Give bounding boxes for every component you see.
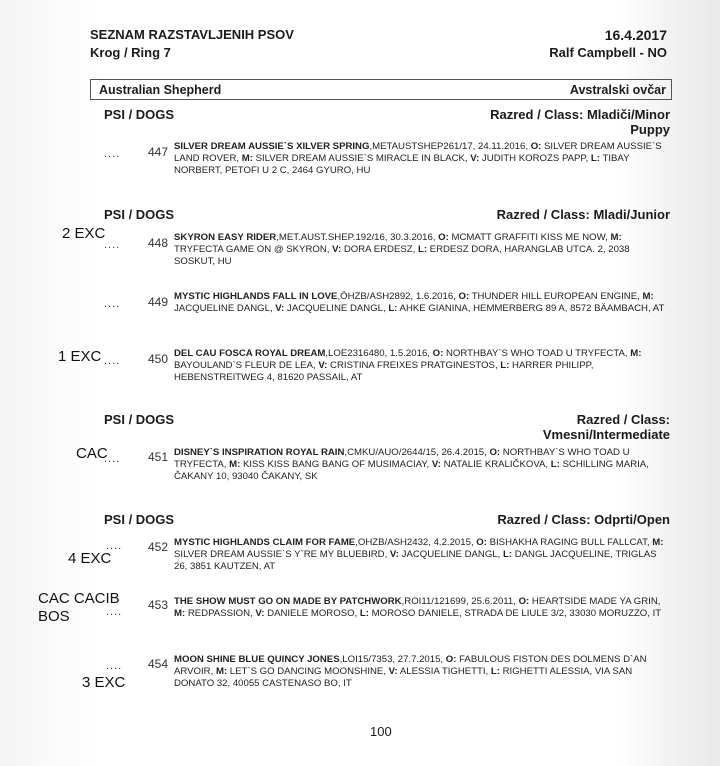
entry-dots: .... [104, 298, 121, 310]
dog-info: ,LOI15/7353, 27.7.2015, O: FABULOUS FISTON DES DOLMENS D`AN ARVOIR, M: LET`S GO DANCING MOONSHINE, V: ALESSIA TIGHETTI, L: RIGHETTI ALESSIA, VIA SAN DONATO 32, 40055 CASTENASO BO, IT [174, 654, 647, 689]
section-class [370, 412, 670, 442]
section-sex-label: PSI / DOGS [104, 207, 175, 222]
breed-name-en: Australian Shepherd [99, 83, 222, 97]
show-date: 16.4.2017 [604, 27, 667, 43]
dog-name: SILVER DREAM AUSSIE`S XILVER SPRING [174, 141, 370, 152]
section-class [370, 207, 670, 222]
section-class-line1: Razred / Class: [576, 412, 670, 427]
entry-number: 451 [148, 450, 169, 464]
dog-info: ,ROI11/121699, 25.6.2011, O: HEARTSIDE MADE YA GRIN, M: REDPASSION, V: DANIELE MOROSO, L: MOROSO DANIELE, STRADA DE LIULE 3/2, 33030 MORUZZO, IT [174, 596, 662, 619]
section-class-line1: Razred / Class: Mladiči/Minor [490, 107, 670, 122]
section-sex-label: PSI / DOGS [104, 412, 175, 427]
section-sex-label: PSI / DOGS [104, 107, 175, 122]
catalog-title: SEZNAM RAZSTAVLJENIH PSOV [90, 27, 294, 42]
dog-info: ,LOE2316480, 1.5.2016, O: NORTHBAY`S WHO TOAD U TRYFECTA, M: BAYOULAND`S FLEUR DE LEA, V: CRISTINA FREIXES PRATGINESTOS, L: HARRER PHILIPP, HEBENSTREITWEG 4, 81620 PASSAIL, AT [174, 348, 642, 383]
dog-name: THE SHOW MUST GO ON MADE BY PATCHWORK [174, 596, 402, 607]
result-note: CAC [76, 445, 108, 462]
entry-number: 452 [148, 540, 169, 554]
entry-number: 447 [148, 145, 169, 159]
dog-name: DEL CAU FOSCA ROYAL DREAM [174, 348, 326, 359]
result-note: 4 EXC [68, 550, 112, 567]
entry-number: 449 [148, 295, 169, 309]
entry-number: 448 [148, 236, 169, 250]
section-class [370, 107, 670, 137]
entry-details [174, 348, 668, 384]
dog-name: MOON SHINE BLUE QUINCY JONES [174, 654, 340, 665]
entry-details [174, 141, 668, 177]
section-class-line1: Razred / Class: Mladi/Junior [496, 207, 670, 222]
section-class-line2: Vmesni/Intermediate [542, 427, 670, 442]
entry-dots: .... [104, 239, 121, 251]
result-note: 1 EXC [58, 348, 102, 365]
entry-dots: .... [106, 540, 123, 552]
page-number: 100 [370, 724, 392, 739]
breed-header [90, 79, 672, 100]
result-note: 2 EXC [62, 225, 106, 242]
entry-details [174, 291, 668, 315]
result-note: BOS [38, 608, 70, 625]
entry-dots: .... [104, 355, 121, 367]
dog-info: ,CMKU/AUO/2644/15, 26.4.2015, O: NORTHBAY`S WHO TOAD U TRYFECTA, M: KISS KISS BANG BANG OF MUSIMACIAY, V: NATALIE KRALIČKOVA, L: SCHILLING MARIA, ČAKANY 10, 93040 ČAKANY, SK [174, 447, 649, 482]
entry-details [174, 596, 668, 620]
entry-details [174, 537, 668, 573]
dog-info: ,ÖHZB/ASH2892, 1.6.2016, O: THUNDER HILL EUROPEAN ENGINE, M: JACQUELINE DANGL, V: JACQUELINE DANGL, L: AHKE GIANINA, HEMMERBERG 89 A, 8572 BÄAMBACH, AT [174, 291, 665, 314]
section-class-line2: Puppy [630, 122, 670, 137]
entry-number: 453 [148, 598, 169, 612]
ring-label: Krog / Ring 7 [90, 45, 171, 60]
entry-number: 450 [148, 352, 169, 366]
judge-name: Ralf Campbell - NO [549, 45, 667, 60]
result-note: 3 EXC [82, 674, 126, 691]
dog-name: DISNEY`S INSPIRATION ROYAL RAIN [174, 447, 345, 458]
entry-details [174, 654, 668, 690]
entry-dots: .... [104, 148, 121, 160]
section-class [370, 512, 670, 527]
result-note: CAC CACIB [38, 590, 120, 607]
section-class-line1: Razred / Class: Odprti/Open [497, 512, 670, 527]
entry-details [174, 447, 668, 483]
entry-dots: .... [104, 453, 121, 465]
entry-dots: .... [106, 660, 123, 672]
breed-name-sl: Avstralski ovčar [569, 83, 666, 97]
section-sex-label: PSI / DOGS [104, 512, 175, 527]
dog-info: ,MET.AUST.SHEP.192/16, 30.3.2016, O: MCMATT GRAFFITI KISS ME NOW, M: TRYFECTA GAME ON @ SKYRON, V: DORA ERDESZ, L: ERDESZ DORA, HARANGLAB UTCA. 2, 2038 SOSKUT, HU [174, 232, 630, 267]
dog-info: ,METAUSTSHEP261/17, 24.11.2016, O: SILVER DREAM AUSSIE`S LAND ROVER, M: SILVER DREAM AUSSIE`S MIRACLE IN BLACK, V: JUDITH KOROZS PAPP, L: TIBAY NORBERT, PETOFI U 2 C, 2464 GYURO, HU [174, 141, 662, 176]
entry-dots: .... [106, 606, 123, 618]
entry-details [174, 232, 668, 268]
dog-name: MYSTIC HIGHLANDS FALL IN LOVE [174, 291, 338, 302]
dog-name: MYSTIC HIGHLANDS CLAIM FOR FAME [174, 537, 356, 548]
entry-number: 454 [148, 657, 169, 671]
dog-info: ,OHZB/ASH2432, 4.2.2015, O: BISHAKHA RAGING BULL FALLCAT, M: SILVER DREAM AUSSIE`S Y`RE MY BLUEBIRD, V: JACQUELINE DANGL, L: DANGL JACQUELINE, TRIGLAS 26, 3851 KAUTZEN, AT [174, 537, 664, 572]
dog-name: SKYRON EASY RIDER [174, 232, 277, 243]
